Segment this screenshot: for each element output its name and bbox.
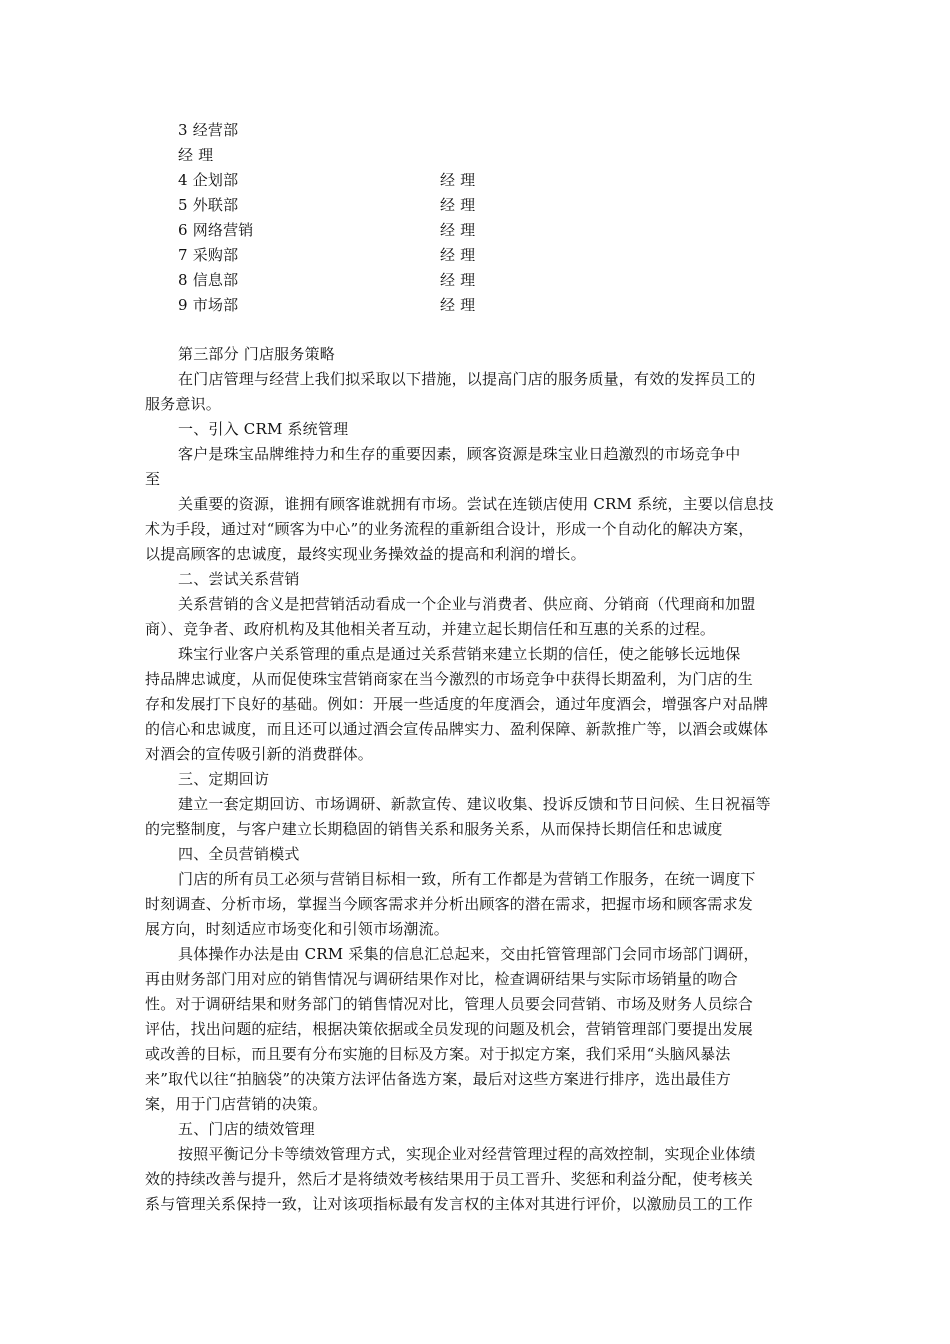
paragraph-line: 对酒会的宣传吸引新的消费群体。 — [145, 745, 374, 763]
staff-list-item: 9 市场部 经 理 — [178, 296, 476, 314]
staff-list-item: 5 外联部 经 理 — [178, 196, 476, 214]
staff-list-item: 经 理 — [178, 146, 214, 164]
section-heading: 第三部分 门店服务策略 — [178, 345, 335, 363]
paragraph-line: 展方向，时刻适应市场变化和引领市场潮流。 — [145, 920, 450, 938]
paragraph-line: 服务意识。 — [145, 395, 222, 413]
paragraph-line: 关系营销的含义是把营销活动看成一个企业与消费者、供应商、分销商（代理商和加盟 — [178, 595, 756, 613]
paragraph-line: 的信心和忠诚度，而且还可以通过酒会宣传品牌实力、盈利保障、新款推广等，以酒会或媒体 — [145, 720, 769, 738]
paragraph-line: 具体操作办法是由 CRM 采集的信息汇总起来，交由托管管理部门会同市场部门调研， — [178, 945, 759, 963]
paragraph-line: 效的持续改善与提升，然后才是将绩效考核结果用于员工晋升、奖惩和利益分配，使考核关 — [145, 1170, 754, 1188]
staff-list-item: 6 网络营销 经 理 — [178, 221, 476, 239]
paragraph-line: 术为手段，通过对“顾客为中心”的业务流程的重新组合设计，形成一个自动化的解决方案， — [145, 520, 754, 538]
staff-list-item: 8 信息部 经 理 — [178, 271, 476, 289]
paragraph-line: 存和发展打下良好的基础。例如：开展一些适度的年度酒会，通过年度酒会，增强客户对品牌 — [145, 695, 769, 713]
paragraph-line: 系与管理关系保持一致，让对该项指标最有发言权的主体对其进行评价，以激励员工的工作 — [145, 1195, 754, 1213]
paragraph-line: 持品牌忠诚度，从而促使珠宝营销商家在当今激烈的市场竞争中获得长期盈利，为门店的生 — [145, 670, 754, 688]
subsection-heading: 五、门店的绩效管理 — [178, 1120, 315, 1138]
paragraph-line: 或改善的目标，而且要有分布实施的目标及方案。对于拟定方案，我们采用“头脑风暴法 — [145, 1045, 731, 1063]
staff-list-item: 7 采购部 经 理 — [178, 246, 476, 264]
subsection-heading: 一、引入 CRM 系统管理 — [178, 420, 349, 438]
staff-list-item: 4 企划部 经 理 — [178, 171, 476, 189]
paragraph-line: 时刻调查、分析市场，掌握当今顾客需求并分析出顾客的潜在需求，把握市场和顾客需求发 — [145, 895, 754, 913]
paragraph-line: 以提高顾客的忠诚度，最终实现业务操效益的提高和利润的增长。 — [145, 545, 586, 563]
paragraph-line: 按照平衡记分卡等绩效管理方式，实现企业对经营管理过程的高效控制，实现企业体绩 — [178, 1145, 756, 1163]
paragraph-line: 门店的所有员工必须与营销目标相一致，所有工作都是为营销工作服务，在统一调度下 — [178, 870, 756, 888]
paragraph-line: 评估，找出问题的症结，根据决策依据或全员发现的问题及机会，营销管理部门要提出发展 — [145, 1020, 754, 1038]
subsection-heading: 四、全员营销模式 — [178, 845, 300, 863]
subsection-heading: 三、定期回访 — [178, 770, 270, 788]
paragraph-line: 在门店管理与经营上我们拟采取以下措施，以提高门店的服务质量，有效的发挥员工的 — [178, 370, 756, 388]
paragraph-line: 的完整制度，与客户建立长期稳固的销售关系和服务关系，从而保持长期信任和忠诚度 — [145, 820, 723, 838]
paragraph-line: 再由财务部门用对应的销售情况与调研结果作对比，检查调研结果与实际市场销量的吻合 — [145, 970, 738, 988]
subsection-heading: 二、尝试关系营销 — [178, 570, 300, 588]
paragraph-line: 来”取代以往“拍脑袋”的决策方法评估备选方案，最后对这些方案进行排序，选出最佳方 — [145, 1070, 732, 1088]
paragraph-line: 客户是珠宝品牌维持力和生存的重要因素，顾客资源是珠宝业日趋激烈的市场竞争中 — [178, 445, 741, 463]
paragraph-line: 关重要的资源，谁拥有顾客谁就拥有市场。尝试在连锁店使用 CRM 系统，主要以信息技 — [178, 495, 774, 513]
paragraph-line: 案，用于门店营销的决策。 — [145, 1095, 328, 1113]
paragraph-line: 商）、竞争者、政府机构及其他相关者互动，并建立起长期信任和互惠的关系的过程。 — [145, 620, 716, 638]
paragraph-line: 珠宝行业客户关系管理的重点是通过关系营销来建立长期的信任，使之能够长远地保 — [178, 645, 741, 663]
paragraph-line: 建立一套定期回访、市场调研、新款宣传、建议收集、投诉反馈和节日问候、生日祝福等 — [178, 795, 771, 813]
paragraph-line: 至 — [145, 470, 161, 488]
paragraph-line: 性。对于调研结果和财务部门的销售情况对比，管理人员要会同营销、市场及财务人员综合 — [145, 995, 754, 1013]
staff-list-item: 3 经营部 — [178, 121, 239, 139]
